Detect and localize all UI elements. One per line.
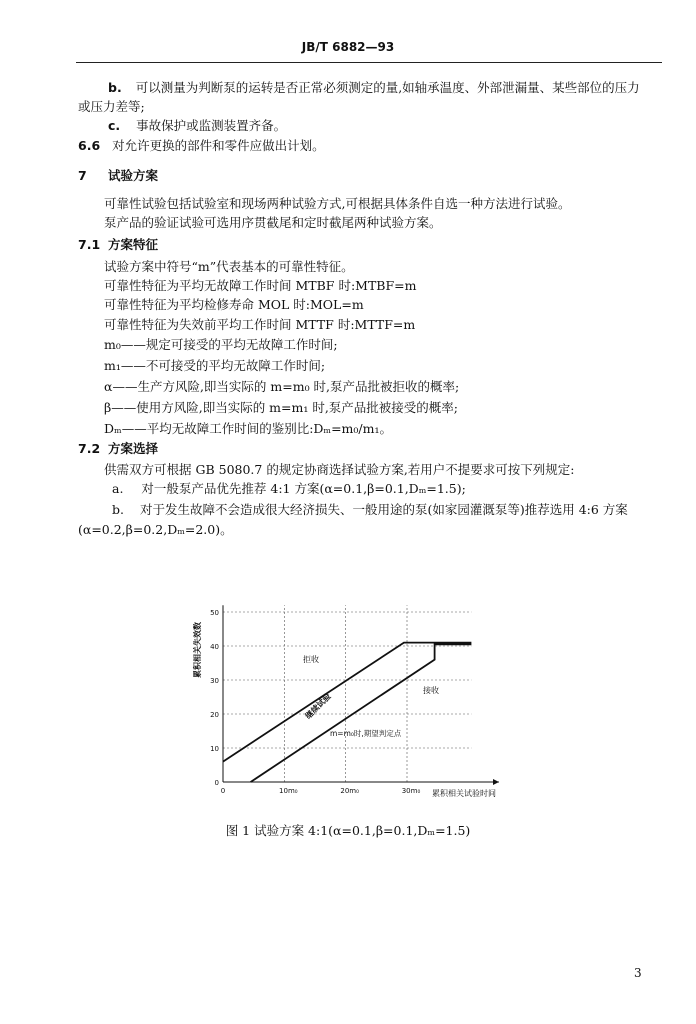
option-b-text: 对于发生故障不会造成很大经济损失、一般用途的泵(如家园灌溉泵等)推荐选用 4:6 方案 [139, 502, 628, 517]
region-label-reject: 拒收 [303, 655, 319, 664]
option-b-line [112, 502, 628, 518]
page-number: 3 [634, 966, 642, 980]
figure-caption: 图 1 试验方案 4:1(α=0.1,β=0.1,Dₘ=1.5) [225, 823, 471, 838]
definition-line: 可靠性特征为失效前平均工作时间 MTTF 时:MTTF=m [104, 317, 416, 332]
header-rule [76, 62, 662, 63]
x-tick-label: 10m₀ [279, 787, 298, 795]
section-7-2-title: 方案选择 [108, 441, 159, 456]
y-tick-label: 20 [210, 711, 219, 719]
region-label-truncation: m=m₀时,期望判定点 [330, 729, 402, 738]
definition-line: m₀——规定可接受的平均无故障工作时间; [104, 337, 338, 352]
section-7-paragraph-2: 泵产品的验证试验可选用序贯截尾和定时截尾两种试验方案。 [104, 215, 442, 230]
option-a-label: a. [112, 481, 124, 496]
region-label-continue: 继续试验 [303, 691, 333, 721]
clause-6-6-number: 6.6 [78, 138, 101, 153]
section-7-1-number: 7.1 [78, 237, 101, 252]
option-a-text: 对一般泵产品优先推荐 4:1 方案(α=0.1,β=0.1,Dₘ=1.5); [141, 481, 466, 496]
y-tick-label: 50 [210, 609, 219, 617]
y-tick-label: 0 [214, 779, 219, 787]
y-tick-label: 30 [210, 677, 219, 685]
accept-boundary-line [251, 644, 472, 782]
section-7-1-heading [78, 237, 158, 253]
y-tick-label: 40 [210, 643, 219, 651]
definition-line: 可靠性特征为平均无故障工作时间 MTBF 时:MTBF=m [104, 278, 417, 293]
clause-6-6 [78, 138, 325, 154]
section-7-number: 7 [78, 168, 87, 183]
x-axis-arrow [493, 779, 499, 785]
x-axis-label: 累积相关试验时间 [432, 789, 496, 798]
definition-line: 可靠性特征为平均检修寿命 MOL 时:MOL=m [104, 297, 364, 312]
item-c-text: 事故保护或监测装置齐备。 [136, 118, 287, 133]
x-tick-label: 30m₀ [401, 787, 421, 795]
document-code: JB/T 6882—93 [301, 40, 395, 54]
item-b-line [108, 80, 640, 96]
section-7-2-number: 7.2 [78, 441, 101, 456]
section-7-1-title: 方案特征 [108, 237, 159, 252]
item-b-continuation: 或压力差等; [78, 99, 145, 114]
section-7-heading [78, 168, 158, 184]
definition-line: m₁——不可接受的平均无故障工作时间; [104, 358, 326, 373]
chart-axes [223, 605, 499, 785]
section-7-title: 试验方案 [108, 168, 159, 183]
x-tick-label: 0 [220, 787, 226, 795]
definition-line: Dₘ——平均无故障工作时间的鉴别比:Dₘ=m₀/m₁。 [104, 421, 393, 436]
section-7-2-heading [78, 441, 158, 457]
section-7-paragraph-1: 可靠性试验包括试验室和现场两种试验方式,可根据具体条件自选一种方法进行试验。 [104, 196, 571, 211]
definition-line: 试验方案中符号“m”代表基本的可靠性特征。 [104, 259, 354, 274]
option-b-label: b. [112, 502, 124, 517]
item-b-label: b. [108, 80, 122, 95]
x-tick-label: 20m₀ [340, 787, 359, 795]
region-label-accept: 接收 [423, 686, 439, 695]
item-b-text: 可以测量为判断泵的运转是否正常必须测定的量,如轴承温度、外部泄漏量、某些部位的压力 [135, 80, 640, 95]
section-7-2-intro: 供需双方可根据 GB 5080.7 的规定协商选择试验方案,若用户不提要求可按下列规定: [104, 462, 575, 477]
option-b-continuation: (α=0.2,β=0.2,Dₘ=2.0)。 [78, 522, 233, 537]
definition-line: α——生产方风险,即当实际的 m=m₀ 时,泵产品批被拒收的概率; [104, 379, 460, 394]
item-c-label: c. [108, 118, 121, 133]
definition-line: β——使用方风险,即当实际的 m=m₁ 时,泵产品批被接受的概率; [104, 400, 459, 415]
clause-6-6-text: 对允许更换的部件和零件应做出计划。 [112, 138, 325, 153]
item-c-line [108, 118, 286, 134]
option-a-line [112, 481, 466, 497]
y-tick-label: 10 [210, 745, 219, 753]
sequential-test-chart [190, 575, 520, 810]
chart-lines [223, 643, 471, 782]
y-axis-label: 累积相关失效数 [193, 622, 202, 678]
